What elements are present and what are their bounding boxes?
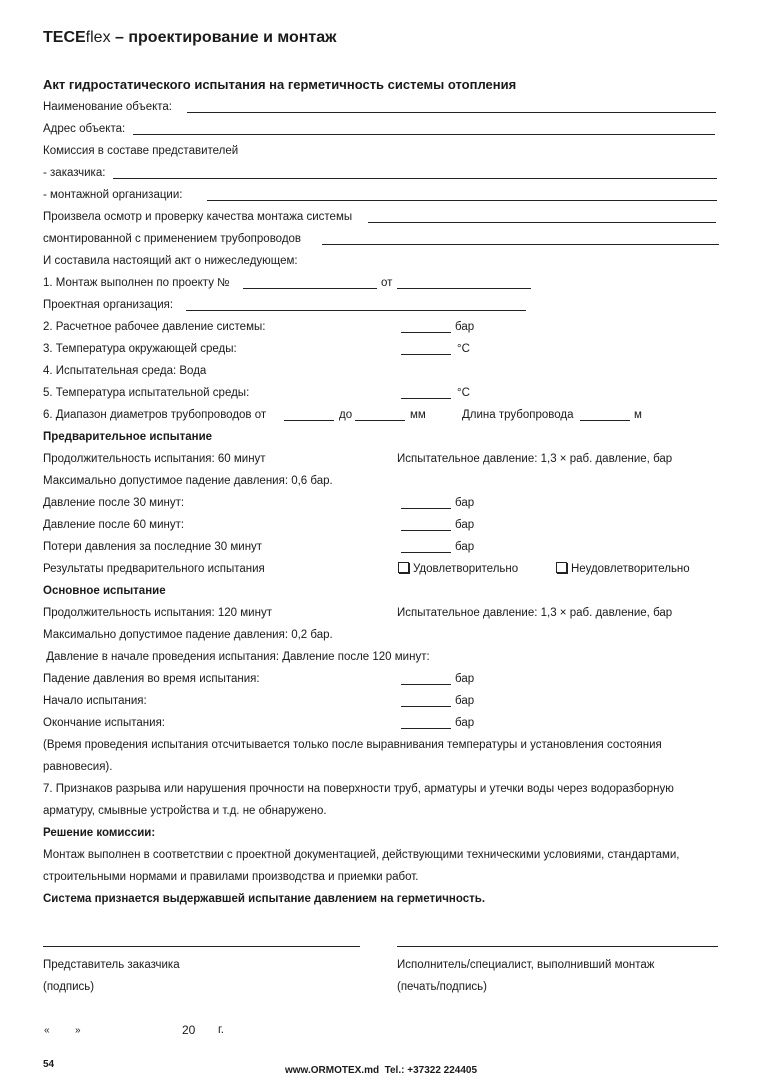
diameter-from-field[interactable]: [284, 420, 334, 421]
object-address-field[interactable]: [133, 134, 715, 135]
item7-line2: арматуру, смывные устройства и т.д. не обнаружено.: [43, 805, 327, 817]
brand-suffix: flex: [85, 29, 111, 46]
preliminary-heading: Предварительное испытание: [43, 431, 213, 443]
loss-label: Потери давления за последние 30 минут: [43, 541, 263, 553]
result-fail-label: Неудовлетворительно: [571, 563, 690, 575]
item5-label: 5. Температура испытательной среды:: [43, 387, 250, 399]
decision-heading: Решение комиссии:: [43, 827, 156, 839]
drawn-up-label: И составила настоящий акт о нижеследующем:: [43, 255, 298, 267]
time-note-line1: (Время проведения испытания отсчитывается только после выравнивания температуры и установления состояния: [43, 739, 662, 751]
test-end-label: Окончание испытания:: [43, 717, 166, 729]
inspected-field[interactable]: [368, 222, 716, 223]
act-title: Акт гидростатического испытания на герметичность системы отопления: [43, 77, 517, 92]
mounted-field[interactable]: [322, 244, 719, 245]
customer-sign-label: (подпись): [43, 981, 95, 993]
main-max-drop: Максимально допустимое падение давления: 0,2 бар.: [43, 629, 333, 641]
customer-signature-line[interactable]: [43, 946, 360, 947]
item6-to-label: до: [339, 409, 353, 421]
inspected-label: Произвела осмотр и проверку качества монтажа системы: [43, 211, 353, 223]
pipe-length-unit: м: [634, 409, 642, 421]
customer-label: - заказчика:: [43, 167, 106, 179]
item5-unit: °С: [457, 387, 470, 399]
item2-label: 2. Расчетное рабочее давление системы:: [43, 321, 266, 333]
project-date-field[interactable]: [397, 288, 531, 289]
design-org-label: Проектная организация:: [43, 299, 174, 311]
time-note-line2: равновесия).: [43, 761, 113, 773]
commission-label: Комиссия в составе представителей: [43, 145, 239, 157]
mounted-label: смонтированной с применением трубопроводов: [43, 233, 302, 245]
after60-field[interactable]: [401, 530, 451, 531]
item6-label: 6. Диапазон диаметров трубопроводов от: [43, 409, 267, 421]
date-close-quote: »: [75, 1025, 81, 1036]
pressure-drop-field[interactable]: [401, 684, 451, 685]
main-test-pressure: Испытательное давление: 1,3 × раб. давление, бар: [397, 607, 673, 619]
preliminary-max-drop: Максимально допустимое падение давления: 0,6 бар.: [43, 475, 333, 487]
contractor-label: Исполнитель/специалист, выполнивший монтаж: [397, 959, 655, 971]
item4-label: 4. Испытательная среда: Вода: [43, 365, 207, 377]
item1-from-label: от: [381, 277, 393, 289]
item3-unit: °С: [457, 343, 470, 355]
main-test-heading: Основное испытание: [43, 585, 166, 597]
results-label: Результаты предварительного испытания: [43, 563, 265, 575]
result-ok-label: Удовлетворительно: [413, 563, 519, 575]
pipe-length-label: Длина трубопровода: [462, 409, 574, 421]
loss-unit: бар: [455, 541, 475, 553]
after60-unit: бар: [455, 519, 475, 531]
result-fail-option[interactable]: [556, 562, 690, 576]
decision-text-line1: Монтаж выполнен в соответствии с проектной документацией, действующими техническими условиями, стандартами,: [43, 849, 680, 861]
footer-contact: www.ORMOTEX.md Tel.: +37322 224405: [285, 1065, 478, 1076]
customer-rep-label: Представитель заказчика: [43, 959, 180, 971]
main-duration: Продолжительность испытания: 120 минут: [43, 607, 272, 619]
date-year-suffix: г.: [218, 1024, 224, 1036]
date-year: 20: [182, 1023, 196, 1037]
test-medium-temp-field[interactable]: [401, 398, 451, 399]
after30-unit: бар: [455, 497, 475, 509]
item1-label: 1. Монтаж выполнен по проекту №: [43, 277, 230, 289]
checkbox-ok[interactable]: [398, 562, 409, 573]
pipe-length-field[interactable]: [580, 420, 630, 421]
installer-label: - монтажной организации:: [43, 189, 183, 201]
start-pressure-label: Давление в начале проведения испытания: Давление после 120 минут:: [43, 651, 430, 663]
page-number: 54: [43, 1059, 55, 1070]
test-start-label: Начало испытания:: [43, 695, 147, 707]
decision-conclusion: Система признается выдержавшей испытание давлением на герметичность.: [43, 893, 486, 905]
test-end-field[interactable]: [401, 728, 451, 729]
installer-field[interactable]: [207, 200, 717, 201]
working-pressure-field[interactable]: [401, 332, 451, 333]
brand-name: TECE: [43, 29, 86, 46]
contractor-sign-label: (печать/подпись): [397, 981, 487, 993]
after30-label: Давление после 30 минут:: [43, 497, 185, 509]
test-start-field[interactable]: [401, 706, 451, 707]
after60-label: Давление после 60 минут:: [43, 519, 185, 531]
pressure-drop-label: Падение давления во время испытания:: [43, 673, 260, 685]
loss-field[interactable]: [401, 552, 451, 553]
customer-field[interactable]: [113, 178, 717, 179]
object-name-field[interactable]: [187, 112, 716, 113]
project-number-field[interactable]: [243, 288, 377, 289]
diameter-to-field[interactable]: [355, 420, 405, 421]
item6-unit: мм: [410, 409, 426, 421]
object-address-label: Адрес объекта:: [43, 123, 126, 135]
after30-field[interactable]: [401, 508, 451, 509]
result-ok-option[interactable]: [398, 562, 518, 576]
decision-text-line2: строительными нормами и правилами производства и приемки работ.: [43, 871, 419, 883]
preliminary-duration: Продолжительность испытания: 60 минут: [43, 453, 266, 465]
design-org-field[interactable]: [186, 310, 526, 311]
object-name-label: Наименование объекта:: [43, 101, 172, 113]
contractor-signature-line[interactable]: [397, 946, 718, 947]
checkbox-fail[interactable]: [556, 562, 567, 573]
date-open-quote: «: [44, 1025, 50, 1036]
ambient-temp-field[interactable]: [401, 354, 451, 355]
item2-unit: бар: [455, 321, 475, 333]
item7-line1: 7. Признаков разрыва или нарушения прочности на поверхности труб, арматуры и утечки воды через водоразборную: [43, 783, 674, 795]
header-rest: – проектирование и монтаж: [110, 29, 337, 46]
pressure-drop-unit: бар: [455, 673, 475, 685]
item3-label: 3. Температура окружающей среды:: [43, 343, 237, 355]
preliminary-test-pressure: Испытательное давление: 1,3 × раб. давление, бар: [397, 453, 673, 465]
document-header: [43, 28, 337, 48]
test-start-unit: бар: [455, 695, 475, 707]
test-end-unit: бар: [455, 717, 475, 729]
